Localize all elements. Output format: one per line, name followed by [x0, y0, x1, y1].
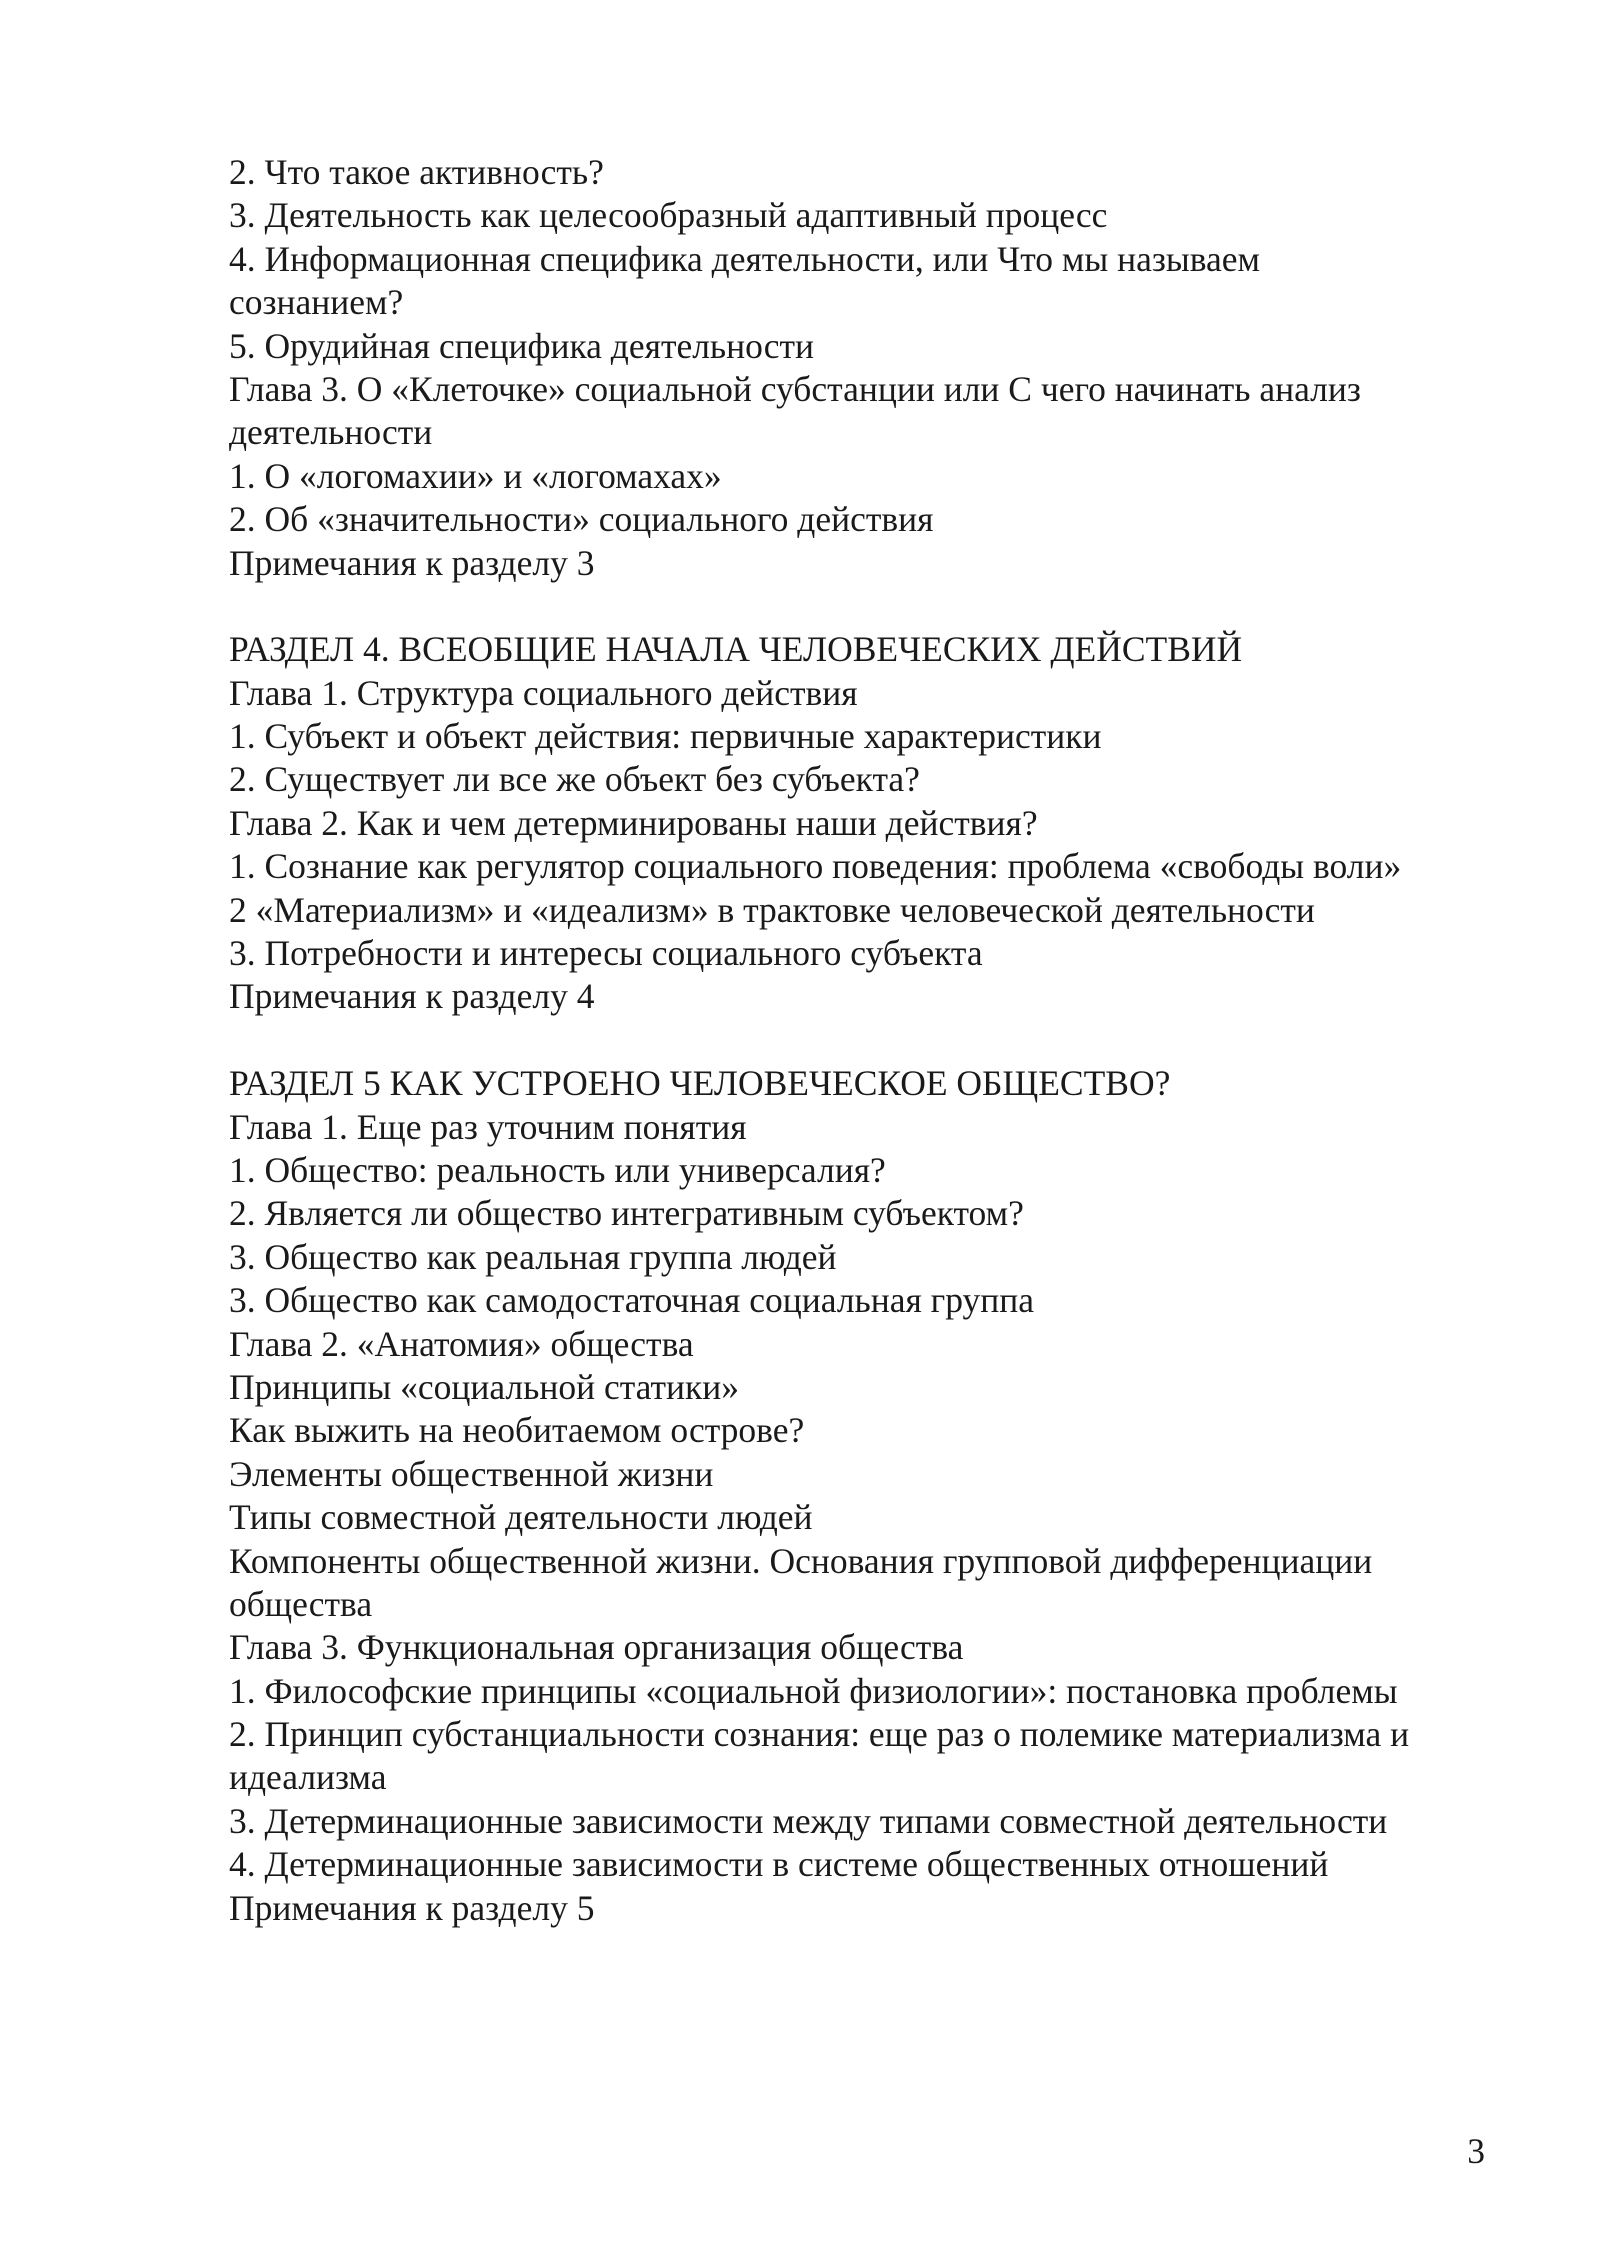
chapter-heading: Глава 1. Еще раз уточним понятия: [229, 1106, 747, 1147]
spacer: [229, 1019, 1529, 1062]
toc-line: 2. Принцип субстанциальности сознания: еще раз о полемике материализма и: [229, 1714, 1410, 1755]
chapter-heading: Глава 2. «Анатомия» общества: [229, 1323, 694, 1364]
chapter-heading: Глава 1. Структура социального действия: [229, 672, 858, 713]
section-notes: Примечания к разделу 4: [229, 976, 595, 1017]
toc-line: общества: [229, 1583, 373, 1624]
section-heading: РАЗДЕЛ 4. ВСЕОБЩИЕ НАЧАЛА ЧЕЛОВЕЧЕСКИХ ДЕЙСТВИЙ: [229, 629, 1243, 670]
toc-block-section-4: [229, 628, 1529, 1019]
toc-line: Компоненты общественной жизни. Основания групповой дифференциации: [229, 1540, 1373, 1581]
toc-line: 4. Информационная специфика деятельности, или Что мы называем: [229, 238, 1261, 279]
toc-line: 1. О «логомахии» и «логомахах»: [229, 455, 722, 496]
toc-line: 2. Об «значительности» социального действия: [229, 499, 934, 540]
section-notes: Примечания к разделу 5: [229, 1887, 595, 1928]
toc-line: Как выжить на необитаемом острове?: [229, 1410, 805, 1451]
toc-line: 1. Сознание как регулятор социального поведения: проблема «свободы воли»: [229, 846, 1402, 887]
toc-line: 3. Детерминационные зависимости между типами совместной деятельности: [229, 1800, 1388, 1841]
chapter-heading: Глава 2. Как и чем детерминированы наши действия?: [229, 802, 1038, 843]
toc-line: идеализма: [229, 1757, 387, 1798]
toc-line: Типы совместной деятельности людей: [229, 1497, 813, 1538]
toc-line: 2. Является ли общество интегративным субъектом?: [229, 1193, 1024, 1234]
toc-line: 3. Общество как самодостаточная социальная группа: [229, 1280, 1035, 1321]
toc-line: 1. Общество: реальность или универсалия?: [229, 1149, 886, 1190]
spacer: [229, 585, 1529, 628]
toc-line: 3. Деятельность как целесообразный адаптивный процесс: [229, 195, 1108, 236]
section-notes: Примечания к разделу 3: [229, 542, 595, 583]
chapter-heading: Глава 3. О «Клеточке» социальной субстанции или С чего начинать анализ: [229, 368, 1361, 409]
toc-line: 4. Детерминационные зависимости в системе общественных отношений: [229, 1844, 1329, 1885]
page-number: 3: [1467, 2131, 1485, 2171]
toc-line: Принципы «социальной статики»: [229, 1366, 740, 1407]
toc-line: Элементы общественной жизни: [229, 1453, 714, 1494]
section-heading: РАЗДЕЛ 5 КАК УСТРОЕНО ЧЕЛОВЕЧЕСКОЕ ОБЩЕСТВО?: [229, 1063, 1171, 1104]
toc-block-section-3: [229, 151, 1529, 585]
toc-line: 5. Орудийная специфика деятельности: [229, 325, 815, 366]
toc-line: 2. Что такое активность?: [229, 152, 604, 192]
toc-block-section-5: [229, 1062, 1529, 1930]
toc-line: 3. Потребности и интересы социального субъекта: [229, 933, 983, 974]
toc-line: 3. Общество как реальная группа людей: [229, 1236, 837, 1277]
toc-line: 2. Существует ли все же объект без субъекта?: [229, 759, 920, 800]
table-of-contents: [229, 151, 1529, 1930]
toc-line: сознанием?: [229, 282, 404, 323]
toc-line: 1. Философские принципы «социальной физиологии»: постановка проблемы: [229, 1670, 1398, 1711]
chapter-heading: Глава 3. Функциональная организация общества: [229, 1627, 964, 1668]
toc-line: 2 «Материализм» и «идеализм» в трактовке человеческой деятельности: [229, 889, 1315, 930]
toc-line: деятельности: [229, 412, 433, 453]
toc-line: 1. Субъект и объект действия: первичные характеристики: [229, 716, 1102, 757]
